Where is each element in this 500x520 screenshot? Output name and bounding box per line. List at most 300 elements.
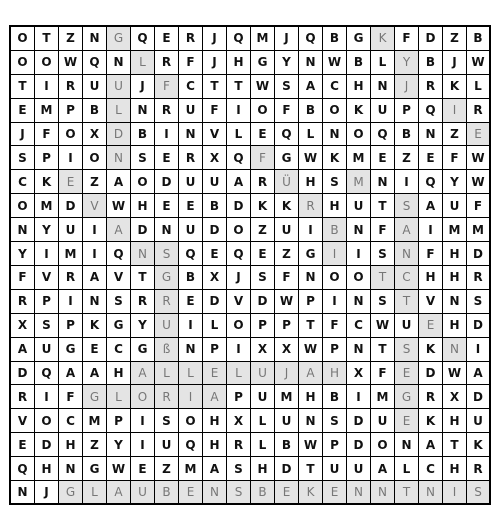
grid-cell[interactable]: J [227,266,251,290]
grid-cell[interactable]: R [11,385,35,409]
grid-cell[interactable]: E [419,314,443,338]
grid-cell[interactable]: A [107,481,131,505]
grid-cell[interactable]: I [155,123,179,147]
grid-cell[interactable]: D [227,194,251,218]
grid-cell[interactable]: S [155,242,179,266]
grid-cell[interactable]: E [83,338,107,362]
grid-cell[interactable]: N [395,433,419,457]
grid-cell[interactable]: H [107,362,131,386]
grid-cell[interactable]: N [347,218,371,242]
grid-cell[interactable]: E [11,433,35,457]
grid-cell[interactable]: Q [11,457,35,481]
grid-cell[interactable]: D [251,290,275,314]
grid-cell[interactable]: R [179,146,203,170]
grid-cell[interactable]: S [323,409,347,433]
grid-cell[interactable]: E [467,123,491,147]
grid-cell[interactable]: G [59,338,83,362]
grid-cell[interactable]: E [419,146,443,170]
grid-cell[interactable]: S [131,146,155,170]
grid-cell[interactable]: O [11,51,35,75]
grid-cell[interactable]: B [179,266,203,290]
grid-cell[interactable]: F [371,362,395,386]
grid-cell[interactable]: K [251,194,275,218]
grid-cell[interactable]: U [179,99,203,123]
grid-cell[interactable]: E [179,481,203,505]
grid-cell[interactable]: B [299,99,323,123]
grid-cell[interactable]: A [11,338,35,362]
grid-cell[interactable]: W [107,194,131,218]
grid-cell[interactable]: P [35,146,59,170]
grid-cell[interactable]: E [395,362,419,386]
grid-cell[interactable]: K [299,481,323,505]
grid-cell[interactable]: L [107,99,131,123]
grid-cell[interactable]: O [347,266,371,290]
grid-cell[interactable]: H [323,362,347,386]
grid-cell[interactable]: M [347,146,371,170]
grid-cell[interactable]: B [203,194,227,218]
grid-cell[interactable]: P [275,314,299,338]
grid-cell[interactable]: G [251,51,275,75]
grid-cell[interactable]: M [251,27,275,51]
grid-cell[interactable]: F [443,146,467,170]
grid-cell[interactable]: S [155,409,179,433]
grid-cell[interactable]: U [323,457,347,481]
grid-cell[interactable]: Z [443,27,467,51]
grid-cell[interactable]: D [347,433,371,457]
grid-cell[interactable]: L [203,314,227,338]
grid-cell[interactable]: F [203,99,227,123]
grid-cell[interactable]: O [11,27,35,51]
grid-cell[interactable]: C [323,75,347,99]
grid-cell[interactable]: G [155,266,179,290]
grid-cell[interactable]: Z [395,146,419,170]
grid-cell[interactable]: D [419,362,443,386]
grid-cell[interactable]: R [11,290,35,314]
grid-cell[interactable]: N [419,481,443,505]
grid-cell[interactable]: C [395,266,419,290]
grid-cell[interactable]: K [35,170,59,194]
grid-cell[interactable]: M [347,170,371,194]
grid-cell[interactable]: F [59,385,83,409]
grid-cell[interactable]: G [299,242,323,266]
grid-cell[interactable]: Y [35,218,59,242]
grid-cell[interactable]: H [203,409,227,433]
grid-cell[interactable]: S [275,75,299,99]
grid-cell[interactable]: K [371,27,395,51]
grid-cell[interactable]: Q [227,146,251,170]
grid-cell[interactable]: O [227,314,251,338]
grid-cell[interactable]: E [179,290,203,314]
grid-cell[interactable]: I [83,218,107,242]
grid-cell[interactable]: S [395,194,419,218]
grid-cell[interactable]: H [419,266,443,290]
grid-cell[interactable]: E [203,362,227,386]
grid-cell[interactable]: U [347,194,371,218]
grid-cell[interactable]: A [107,170,131,194]
grid-cell[interactable]: Y [395,51,419,75]
grid-cell[interactable]: A [419,433,443,457]
grid-cell[interactable]: ß [155,338,179,362]
grid-cell[interactable]: I [35,75,59,99]
grid-cell[interactable]: F [467,194,491,218]
grid-cell[interactable]: S [323,170,347,194]
grid-cell[interactable]: U [203,170,227,194]
grid-cell[interactable]: B [251,481,275,505]
grid-cell[interactable]: A [419,194,443,218]
grid-cell[interactable]: Y [11,242,35,266]
grid-cell[interactable]: Y [443,170,467,194]
grid-cell[interactable]: Q [419,170,443,194]
grid-cell[interactable]: T [227,75,251,99]
grid-cell[interactable]: R [467,457,491,481]
grid-cell[interactable]: T [443,433,467,457]
grid-cell[interactable]: N [107,51,131,75]
grid-cell[interactable]: O [227,218,251,242]
grid-cell[interactable]: Z [59,27,83,51]
grid-cell[interactable]: N [59,457,83,481]
grid-cell[interactable]: G [275,146,299,170]
grid-cell[interactable]: C [59,409,83,433]
grid-cell[interactable]: V [11,409,35,433]
grid-cell[interactable]: B [323,218,347,242]
grid-cell[interactable]: E [155,194,179,218]
grid-cell[interactable]: L [467,75,491,99]
grid-cell[interactable]: R [467,266,491,290]
grid-cell[interactable]: U [467,409,491,433]
grid-cell[interactable]: P [251,314,275,338]
grid-cell[interactable]: Z [155,457,179,481]
grid-cell[interactable]: X [227,409,251,433]
grid-cell[interactable]: I [323,242,347,266]
grid-cell[interactable]: N [83,27,107,51]
grid-cell[interactable]: U [179,218,203,242]
grid-cell[interactable]: I [395,170,419,194]
grid-cell[interactable]: O [371,433,395,457]
grid-cell[interactable]: P [299,290,323,314]
grid-cell[interactable]: N [131,99,155,123]
grid-cell[interactable]: O [251,99,275,123]
grid-cell[interactable]: N [107,146,131,170]
grid-cell[interactable]: N [203,481,227,505]
grid-cell[interactable]: C [347,314,371,338]
grid-cell[interactable]: P [35,290,59,314]
grid-cell[interactable]: G [107,314,131,338]
grid-cell[interactable]: K [275,194,299,218]
grid-cell[interactable]: B [323,27,347,51]
grid-cell[interactable]: D [467,242,491,266]
grid-cell[interactable]: I [299,218,323,242]
grid-cell[interactable]: U [35,338,59,362]
grid-cell[interactable]: N [347,290,371,314]
grid-cell[interactable]: E [59,170,83,194]
grid-cell[interactable]: H [35,457,59,481]
grid-cell[interactable]: R [467,99,491,123]
grid-cell[interactable]: C [419,457,443,481]
grid-cell[interactable]: S [467,481,491,505]
grid-cell[interactable]: B [347,51,371,75]
grid-cell[interactable]: B [155,481,179,505]
grid-cell[interactable]: X [203,266,227,290]
grid-cell[interactable]: V [419,290,443,314]
grid-cell[interactable]: R [299,194,323,218]
grid-cell[interactable]: S [467,290,491,314]
grid-cell[interactable]: I [35,242,59,266]
grid-cell[interactable]: F [395,27,419,51]
grid-cell[interactable]: N [443,338,467,362]
grid-cell[interactable]: R [155,290,179,314]
grid-cell[interactable]: E [251,123,275,147]
grid-cell[interactable]: L [395,457,419,481]
grid-cell[interactable]: I [131,409,155,433]
grid-cell[interactable]: N [83,290,107,314]
grid-cell[interactable]: Y [275,51,299,75]
grid-cell[interactable]: N [11,481,35,505]
grid-cell[interactable]: U [371,99,395,123]
grid-cell[interactable]: M [467,218,491,242]
grid-cell[interactable]: F [275,266,299,290]
grid-cell[interactable]: I [347,242,371,266]
grid-cell[interactable]: N [395,242,419,266]
grid-cell[interactable]: W [467,146,491,170]
grid-cell[interactable]: W [299,338,323,362]
grid-cell[interactable]: S [371,290,395,314]
grid-cell[interactable]: E [203,242,227,266]
grid-cell[interactable]: P [395,99,419,123]
grid-cell[interactable]: L [299,123,323,147]
grid-cell[interactable]: D [203,218,227,242]
grid-cell[interactable]: O [11,194,35,218]
grid-cell[interactable]: A [227,170,251,194]
grid-cell[interactable]: R [131,290,155,314]
grid-cell[interactable]: J [203,51,227,75]
grid-cell[interactable]: T [371,266,395,290]
grid-cell[interactable]: I [179,385,203,409]
grid-cell[interactable]: Y [107,433,131,457]
grid-cell[interactable]: Z [251,218,275,242]
grid-cell[interactable]: I [323,290,347,314]
grid-cell[interactable]: S [395,338,419,362]
grid-cell[interactable]: B [467,27,491,51]
grid-cell[interactable]: N [299,409,323,433]
grid-cell[interactable]: X [443,385,467,409]
grid-cell[interactable]: P [227,385,251,409]
grid-cell[interactable]: N [419,123,443,147]
grid-cell[interactable]: X [275,338,299,362]
grid-cell[interactable]: V [203,123,227,147]
grid-cell[interactable]: I [131,433,155,457]
grid-cell[interactable]: T [11,75,35,99]
grid-cell[interactable]: G [395,385,419,409]
grid-cell[interactable]: U [347,457,371,481]
grid-cell[interactable]: N [323,123,347,147]
grid-cell[interactable]: W [467,170,491,194]
grid-cell[interactable]: I [83,242,107,266]
grid-cell[interactable]: U [155,433,179,457]
grid-cell[interactable]: Q [179,242,203,266]
grid-cell[interactable]: M [35,194,59,218]
grid-cell[interactable]: L [371,51,395,75]
grid-cell[interactable]: H [443,314,467,338]
grid-cell[interactable]: T [395,481,419,505]
grid-cell[interactable]: U [131,481,155,505]
grid-cell[interactable]: T [35,27,59,51]
grid-cell[interactable]: D [35,433,59,457]
grid-cell[interactable]: H [203,433,227,457]
grid-cell[interactable]: H [443,409,467,433]
grid-cell[interactable]: F [275,99,299,123]
grid-cell[interactable]: A [299,75,323,99]
grid-cell[interactable]: A [83,266,107,290]
grid-cell[interactable]: J [275,362,299,386]
grid-cell[interactable]: W [323,51,347,75]
grid-cell[interactable]: L [131,51,155,75]
grid-cell[interactable]: J [11,123,35,147]
grid-cell[interactable]: I [443,99,467,123]
grid-cell[interactable]: K [419,409,443,433]
grid-cell[interactable]: F [371,218,395,242]
grid-cell[interactable]: F [35,123,59,147]
grid-cell[interactable]: J [203,27,227,51]
grid-cell[interactable]: U [275,218,299,242]
grid-cell[interactable]: D [155,170,179,194]
grid-cell[interactable]: W [299,433,323,457]
grid-cell[interactable]: N [11,218,35,242]
grid-cell[interactable]: L [227,362,251,386]
grid-cell[interactable]: D [347,409,371,433]
grid-cell[interactable]: W [299,146,323,170]
grid-cell[interactable]: T [371,338,395,362]
grid-cell[interactable]: F [155,75,179,99]
grid-cell[interactable]: D [131,218,155,242]
grid-cell[interactable]: Q [83,51,107,75]
grid-cell[interactable]: H [443,266,467,290]
grid-cell[interactable]: D [107,123,131,147]
grid-cell[interactable]: I [347,385,371,409]
grid-cell[interactable]: J [35,481,59,505]
grid-cell[interactable]: K [443,75,467,99]
grid-cell[interactable]: D [275,457,299,481]
grid-cell[interactable]: L [179,362,203,386]
grid-cell[interactable]: S [35,314,59,338]
grid-cell[interactable]: B [323,385,347,409]
grid-cell[interactable]: I [35,385,59,409]
grid-cell[interactable]: I [467,338,491,362]
grid-cell[interactable]: B [83,99,107,123]
grid-cell[interactable]: T [371,194,395,218]
grid-cell[interactable]: D [203,290,227,314]
grid-cell[interactable]: J [443,51,467,75]
grid-cell[interactable]: Z [83,433,107,457]
grid-cell[interactable]: A [371,457,395,481]
grid-cell[interactable]: G [347,27,371,51]
grid-cell[interactable]: Z [83,170,107,194]
grid-cell[interactable]: R [227,433,251,457]
grid-cell[interactable]: K [347,99,371,123]
grid-cell[interactable]: E [371,146,395,170]
grid-cell[interactable]: R [59,75,83,99]
grid-cell[interactable]: W [251,75,275,99]
grid-cell[interactable]: L [155,362,179,386]
grid-cell[interactable]: R [155,51,179,75]
grid-cell[interactable]: Ü [275,170,299,194]
grid-cell[interactable]: N [443,290,467,314]
grid-cell[interactable]: H [299,385,323,409]
grid-cell[interactable]: A [203,457,227,481]
grid-cell[interactable]: Q [227,27,251,51]
grid-cell[interactable]: X [203,146,227,170]
grid-cell[interactable]: N [371,170,395,194]
grid-cell[interactable]: E [323,481,347,505]
grid-cell[interactable]: R [251,170,275,194]
grid-cell[interactable]: N [347,481,371,505]
grid-cell[interactable]: A [59,362,83,386]
grid-cell[interactable]: C [179,75,203,99]
grid-cell[interactable]: J [131,75,155,99]
grid-cell[interactable]: K [83,314,107,338]
grid-cell[interactable]: I [419,218,443,242]
grid-cell[interactable]: Q [107,242,131,266]
grid-cell[interactable]: O [35,409,59,433]
grid-cell[interactable]: R [179,27,203,51]
grid-cell[interactable]: M [83,409,107,433]
grid-cell[interactable]: G [131,338,155,362]
grid-cell[interactable]: R [59,266,83,290]
grid-cell[interactable]: G [107,27,131,51]
grid-cell[interactable]: E [155,27,179,51]
grid-cell[interactable]: H [443,242,467,266]
grid-cell[interactable]: A [299,362,323,386]
grid-cell[interactable]: A [83,362,107,386]
grid-cell[interactable]: N [179,338,203,362]
grid-cell[interactable]: U [251,385,275,409]
grid-cell[interactable]: E [275,481,299,505]
grid-cell[interactable]: K [419,338,443,362]
grid-cell[interactable]: X [11,314,35,338]
grid-cell[interactable]: L [227,123,251,147]
grid-cell[interactable]: B [131,123,155,147]
grid-cell[interactable]: D [419,27,443,51]
grid-cell[interactable]: P [203,338,227,362]
grid-cell[interactable]: E [11,99,35,123]
grid-cell[interactable]: E [251,242,275,266]
grid-cell[interactable]: S [227,457,251,481]
grid-cell[interactable]: C [107,338,131,362]
grid-cell[interactable]: A [131,362,155,386]
grid-cell[interactable]: Y [131,314,155,338]
grid-cell[interactable]: O [83,146,107,170]
grid-cell[interactable]: F [11,266,35,290]
grid-cell[interactable]: I [59,290,83,314]
grid-cell[interactable]: U [371,409,395,433]
grid-cell[interactable]: O [131,170,155,194]
grid-cell[interactable]: H [59,433,83,457]
grid-cell[interactable]: E [155,146,179,170]
grid-cell[interactable]: O [323,266,347,290]
grid-cell[interactable]: E [395,409,419,433]
grid-cell[interactable]: L [251,409,275,433]
grid-cell[interactable]: T [131,266,155,290]
grid-cell[interactable]: O [347,123,371,147]
grid-cell[interactable]: U [275,409,299,433]
grid-cell[interactable]: H [131,194,155,218]
grid-cell[interactable]: T [299,314,323,338]
grid-cell[interactable]: J [275,27,299,51]
grid-cell[interactable]: A [203,385,227,409]
grid-cell[interactable]: O [131,385,155,409]
grid-cell[interactable]: W [467,51,491,75]
grid-cell[interactable]: S [11,146,35,170]
grid-cell[interactable]: P [323,338,347,362]
